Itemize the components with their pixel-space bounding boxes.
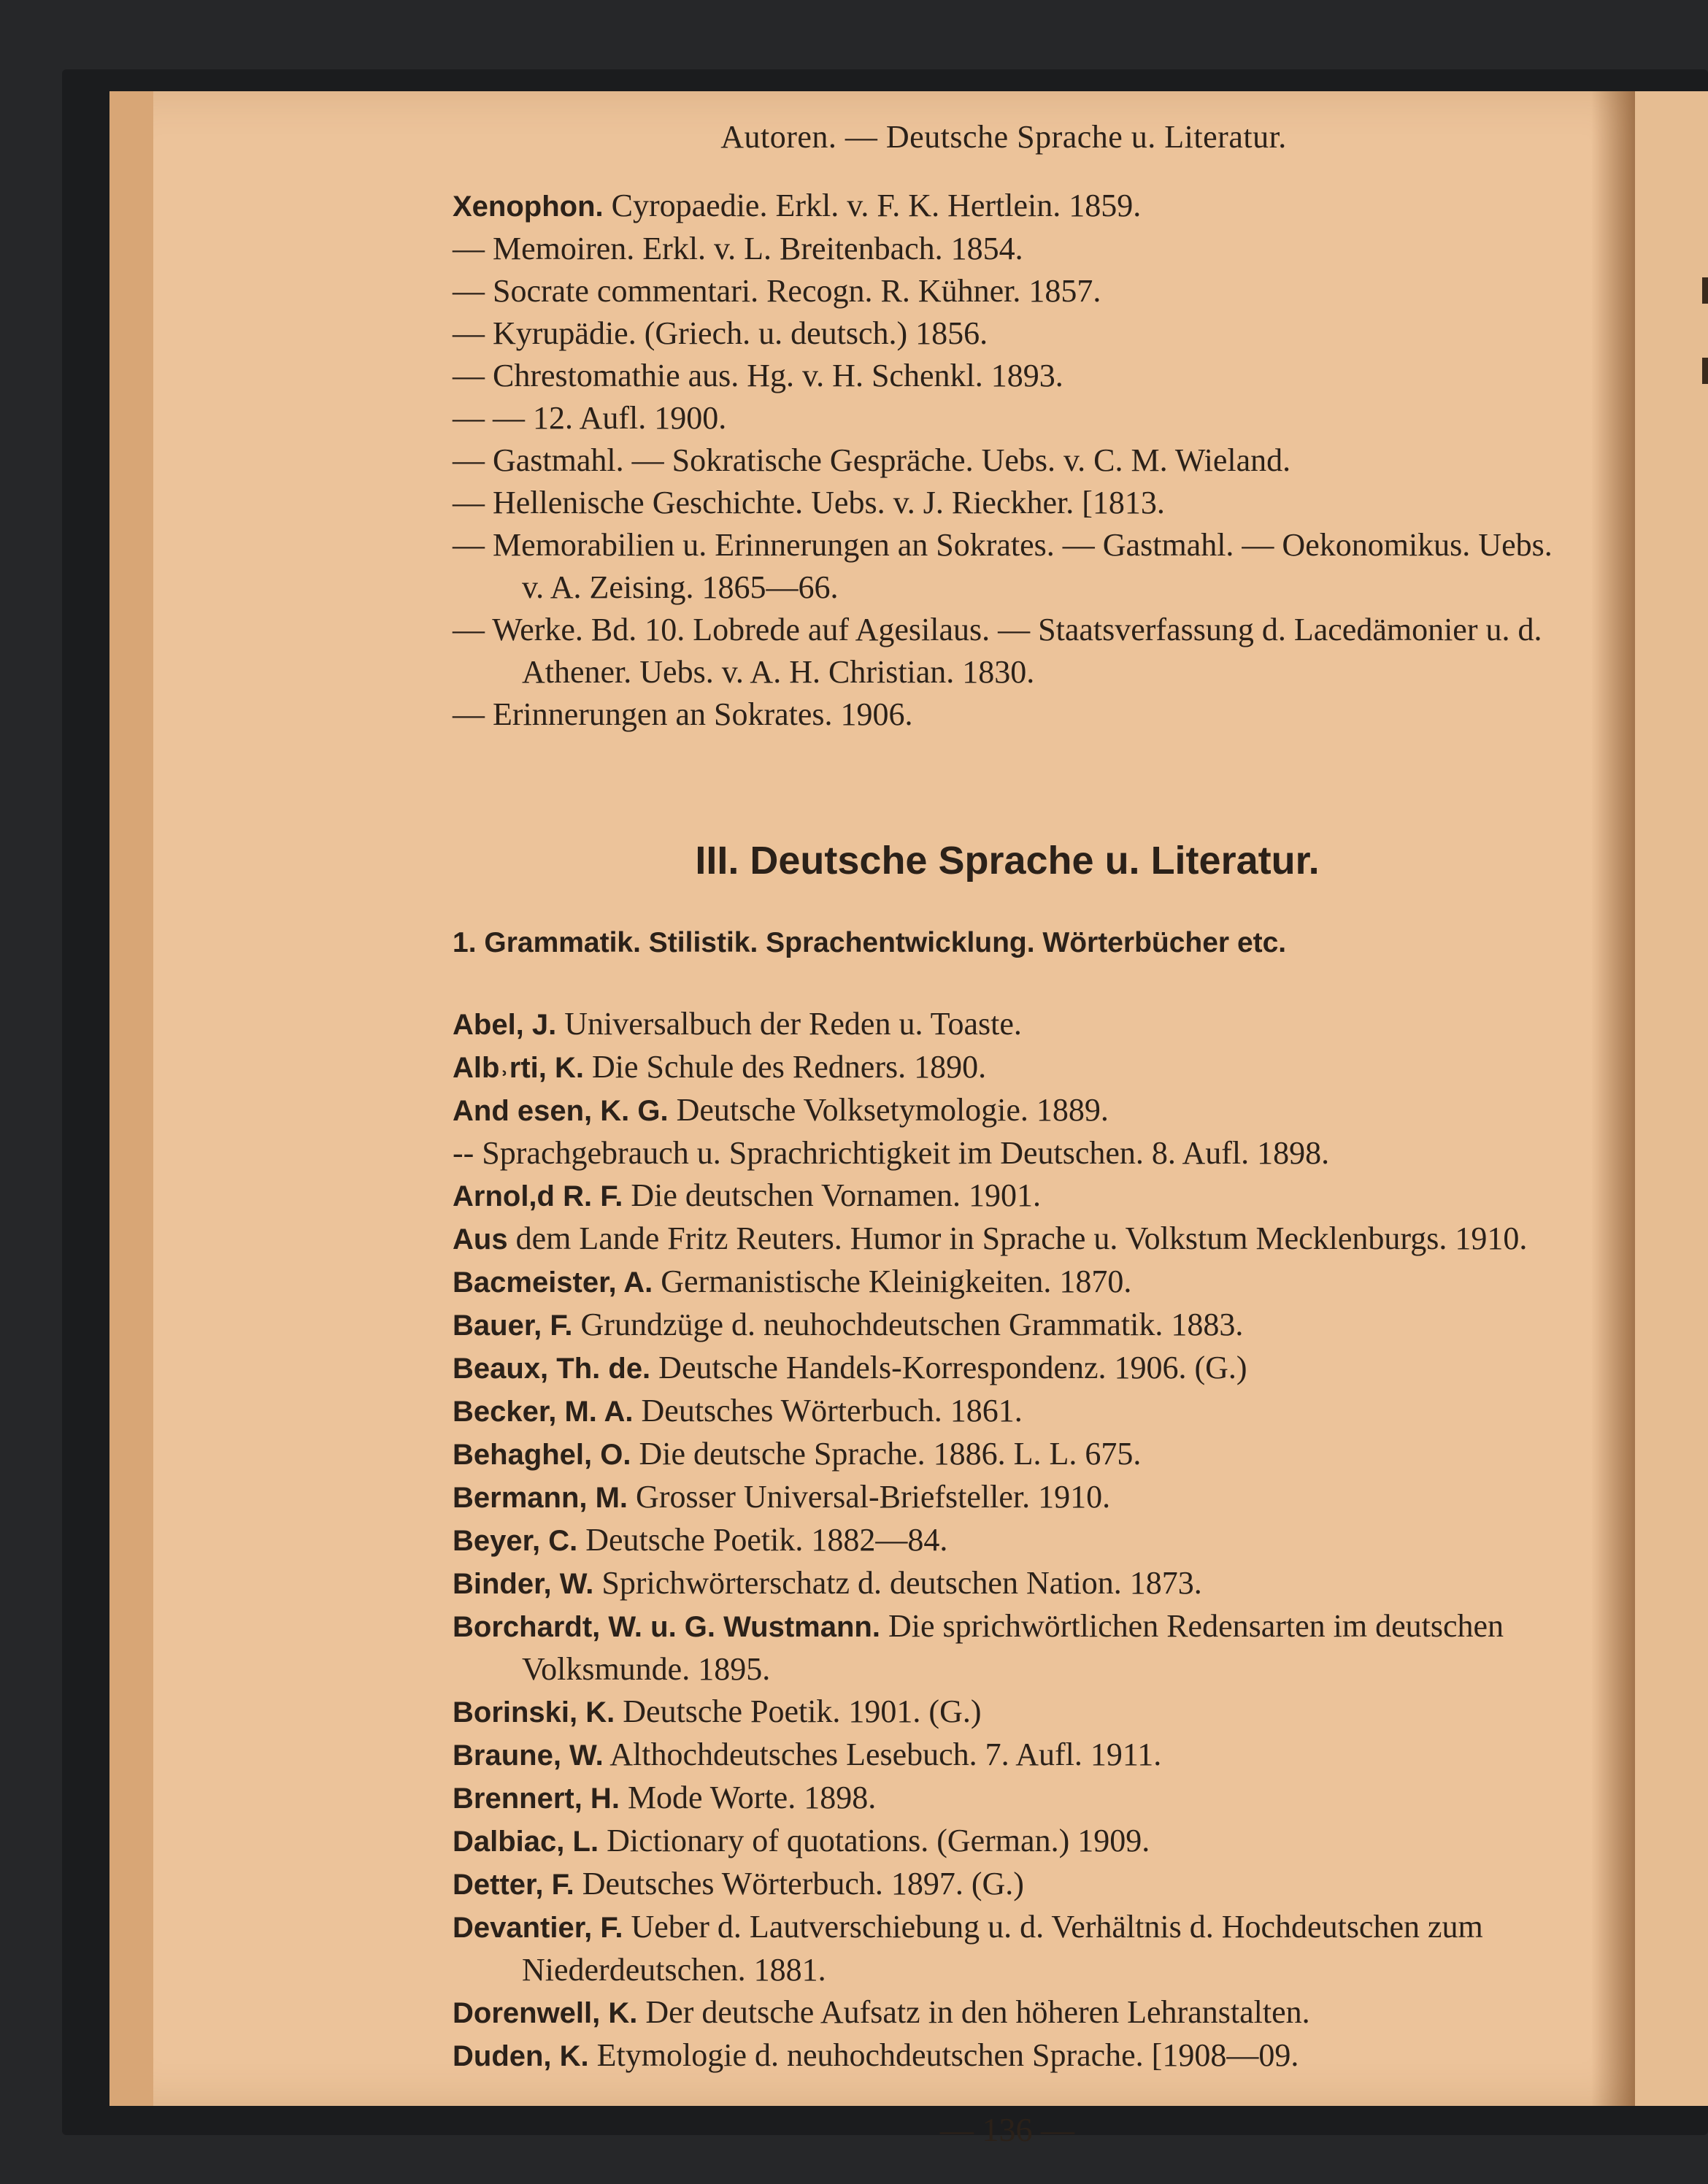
bibliography-entry [453,609,1562,693]
page-number: — 136 — [940,2111,1074,2148]
bibliography-entry [453,228,1562,270]
bibliography-entry [453,1519,1562,1562]
entry-author: Bacmeister, A. [453,1266,653,1299]
entry-text: Mode Worte. 1898. [627,1780,877,1815]
bibliography-entry [453,1218,1562,1261]
entry-text: Cyropaedie. Erkl. v. F. K. Hertlein. 1859. [611,188,1142,223]
entry-author: Dorenwell, K. [453,1997,638,2029]
entry-text: Die deutsche Sprache. 1886. L. L. 675. [639,1436,1142,1472]
section-title: III. Deutsche Sprache u. Literatur. [695,839,1320,883]
bibliography-entry [453,355,1562,397]
entry-text: — Hellenische Geschichte. Uebs. v. J. Rieckher. [1813. [453,485,1165,520]
entry-author: Behaghel, O. [453,1439,631,1471]
bibliography-entry [453,1820,1562,1863]
entry-author: Arnol,d R. F. [453,1180,623,1212]
facing-page-mark [1702,277,1708,304]
entry-text: -- Sprachgebrauch u. Sprachrichtigkeit im Deutschen. 8. Aufl. 1898. [453,1135,1330,1171]
entry-author: Dalbiac, L. [453,1826,599,1858]
bibliography-entry [453,524,1562,609]
bibliography-entry [453,1089,1562,1132]
bibliography-entry [453,312,1562,355]
entry-author: Becker, M. A. [453,1396,634,1428]
running-head: Autoren. — Deutsche Sprache u. Literatur. [720,119,1287,155]
page-edge [109,91,153,2106]
entry-text: — — 12. Aufl. 1900. [453,400,727,436]
bibliography-entry [453,1691,1562,1734]
entry-author: Abel, J. [453,1009,557,1041]
entry-author: Braune, W. [453,1739,604,1772]
entry-author: Xenophon. [453,191,604,223]
bibliography-entry [453,270,1562,312]
entry-text: Die deutschen Vornamen. 1901. [631,1177,1042,1213]
entry-text: Deutsche Poetik. 1882—84. [585,1522,948,1558]
facing-page-mark [1702,358,1708,384]
bibliography-entry [453,185,1562,228]
bibliography-entry [453,1261,1562,1304]
entry-text: Sprichwörterschatz d. deutschen Nation. 1873. [601,1565,1202,1601]
bibliography-entry [453,693,1562,736]
entry-text: Germanistische Kleinigkeiten. 1870. [661,1264,1132,1299]
page-content [453,109,1562,2149]
bibliography-entry [453,1304,1562,1347]
entry-text: Deutsche Handels-Korrespondenz. 1906. (G.) [658,1350,1247,1385]
grammar-entry-list [453,1003,1562,2077]
bibliography-entry [453,1863,1562,1906]
book-gutter [1591,91,1635,2106]
bibliography-entry [453,1390,1562,1433]
bibliography-entry [453,1174,1562,1218]
bibliography-entry [453,1347,1562,1390]
entry-text: — Socrate commentari. Recogn. R. Kühner. 1857. [453,273,1101,309]
entry-text: — Gastmahl. — Sokratische Gespräche. Uebs. v. C. M. Wieland. [453,442,1291,478]
entry-text: Deutsche Poetik. 1901. (G.) [623,1693,982,1729]
entry-text: Deutsche Volksetymologie. 1889. [676,1092,1109,1128]
entry-author: Devantier, F. [453,1912,623,1944]
subsection-title: 1. Grammatik. Stilistik. Sprachentwicklung. Wörterbücher etc. [453,927,1287,958]
entry-author: Beyer, C. [453,1525,578,1557]
bibliography-entry [453,1476,1562,1519]
bibliography-entry [453,1605,1562,1691]
entry-author: Alb˒rti, K. [453,1052,584,1084]
entry-text: Etymologie d. neuhochdeutschen Sprache. [1908—09. [596,2037,1299,2073]
xenophon-entry-list [453,185,1562,736]
entry-author: Binder, W. [453,1568,594,1600]
bibliography-entry [453,1777,1562,1820]
entry-text: Deutsches Wörterbuch. 1861. [641,1393,1023,1429]
bibliography-entry [453,1906,1562,1991]
entry-text: Dictionary of quotations. (German.) 1909. [607,1823,1150,1858]
bibliography-entry [453,439,1562,482]
bibliography-entry [453,1562,1562,1605]
facing-page-edge [1635,91,1708,2106]
entry-text: — Erinnerungen an Sokrates. 1906. [453,696,913,732]
entry-author: Detter, F. [453,1869,574,1901]
entry-text: dem Lande Fritz Reuters. Humor in Sprache u. Volkstum Mecklenburgs. 1910. [515,1220,1528,1256]
bibliography-entry [453,1132,1562,1174]
bibliography-entry [453,1991,1562,2034]
bibliography-entry [453,482,1562,524]
entry-text: — Memoiren. Erkl. v. L. Breitenbach. 1854. [453,231,1023,266]
entry-text: Deutsches Wörterbuch. 1897. (G.) [582,1866,1024,1902]
entry-text: Die Schule des Redners. 1890. [591,1049,987,1085]
entry-text: Grosser Universal-Briefsteller. 1910. [636,1479,1111,1515]
bibliography-entry [453,1046,1562,1089]
entry-text: Der deutsche Aufsatz in den höheren Lehranstalten. [645,1994,1310,2030]
bibliography-entry [453,1003,1562,1046]
entry-author: Beaux, Th. de. [453,1353,651,1385]
entry-text: — Kyrupädie. (Griech. u. deutsch.) 1856. [453,315,988,351]
entry-text: — Werke. Bd. 10. Lobrede auf Agesilaus. — Staatsverfassung d. Lacedämonier u. d. Athener. Uebs. v. A. H. Christian. 1830. [453,612,1542,690]
entry-author: Borinski, K. [453,1696,615,1729]
bibliography-entry [453,397,1562,439]
entry-text: Ueber d. Lautverschiebung u. d. Verhältnis d. Hochdeutschen zum Niederdeutschen. 1881. [522,1909,1483,1988]
entry-text: Die sprichwörtlichen Redensarten im deutschen Volksmunde. 1895. [522,1608,1504,1687]
entry-text: Althochdeutsches Lesebuch. 7. Aufl. 1911. [609,1737,1162,1772]
entry-author: Aus [453,1223,508,1256]
entry-author: Borchardt, W. u. G. Wustmann. [453,1611,880,1643]
entry-author: Bauer, F. [453,1310,573,1342]
entry-text: — Memorabilien u. Erinnerungen an Sokrates. — Gastmahl. — Oekonomikus. Uebs. v. A. Zeising. 1865—66. [453,527,1553,605]
bibliography-entry [453,1734,1562,1777]
entry-author: Duden, K. [453,2040,589,2072]
entry-author: And esen, K. G. [453,1095,669,1127]
entry-author: Brennert, H. [453,1783,620,1815]
entry-text: Grundzüge d. neuhochdeutschen Grammatik. 1883. [580,1307,1244,1342]
entry-author: Bermann, M. [453,1482,628,1514]
bibliography-entry [453,2034,1562,2077]
bibliography-entry [453,1433,1562,1476]
entry-text: — Chrestomathie aus. Hg. v. H. Schenkl. 1893. [453,358,1063,393]
entry-text: Universalbuch der Reden u. Toaste. [564,1006,1022,1042]
